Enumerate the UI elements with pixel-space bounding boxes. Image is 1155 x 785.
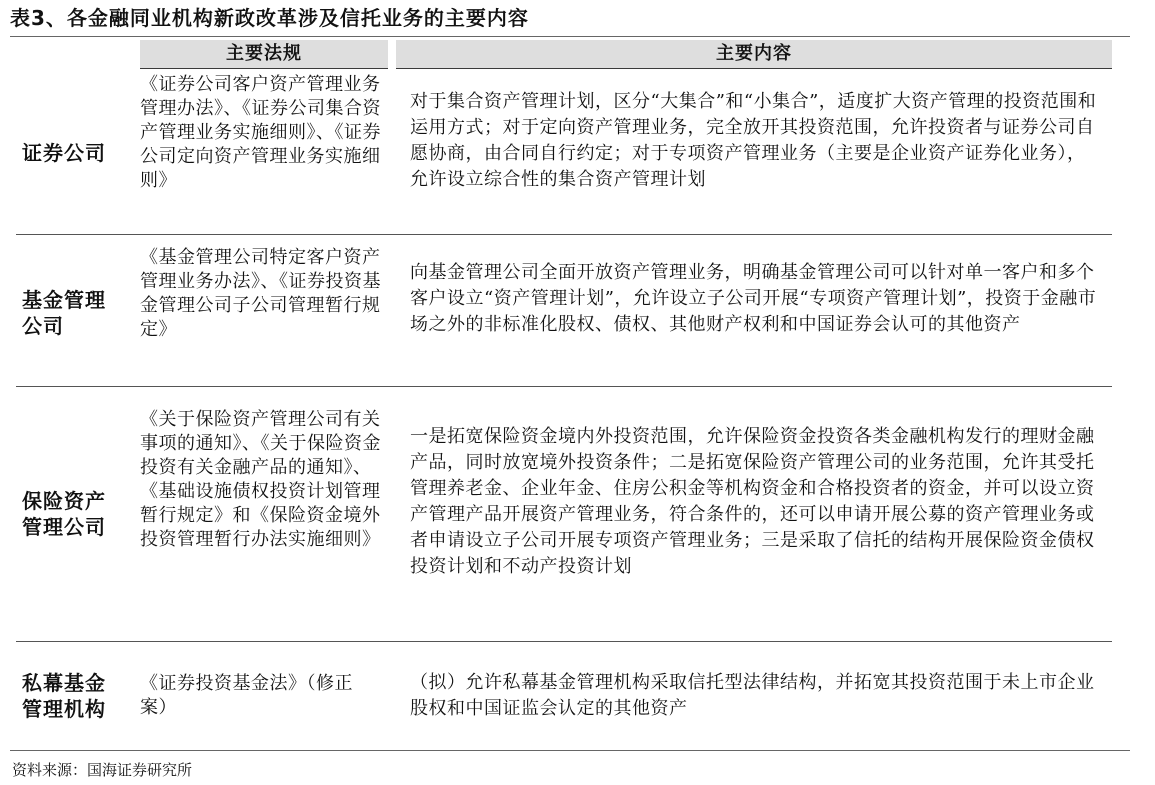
table-title: 表3、各金融同业机构新政改革涉及信托业务的主要内容 xyxy=(10,6,529,30)
source-note: 资料来源：国海证券研究所 xyxy=(12,761,193,779)
header-content-underline xyxy=(396,68,1112,69)
row-category-insurance: 保险资产管理公司 xyxy=(22,489,106,539)
row-divider xyxy=(16,234,1112,235)
row-category-private-fund: 私幕基金管理机构 xyxy=(22,671,106,721)
row-law-securities: 《证券公司客户资产管理业务管理办法》、《证券公司集合资产管理业务实施细则》、《证券公司定向资产管理业务实施细则》 xyxy=(140,74,381,191)
row-law-private-fund: 《证券投资基金法》（修正案） xyxy=(140,673,353,718)
row-divider xyxy=(16,641,1112,642)
title-divider xyxy=(10,36,1130,37)
row-law-fund: 《基金管理公司特定客户资产管理业务办法》、《证券投资基金管理公司子公司管理暂行规定》 xyxy=(140,247,381,340)
header-content: 主要内容 xyxy=(396,40,1112,68)
header-law-underline xyxy=(140,68,388,69)
row-content-fund: 向基金管理公司全面开放资产管理业务，明确基金管理公司可以针对单一客户和多个客户设立“资产管理计划”，允许设立子公司开展“专项资产管理计划”，投资于金融市场之外的非标准化股权、债权、其他财产权利和中国证券会认可的其他资产 xyxy=(410,262,1097,335)
table-bottom-divider xyxy=(10,750,1130,751)
row-category-fund: 基金管理公司 xyxy=(22,288,106,338)
row-divider xyxy=(16,386,1112,387)
row-category-securities: 证券公司 xyxy=(22,141,106,165)
row-content-insurance: 一是拓宽保险资金境内外投资范围，允许保险资金投资各类金融机构发行的理财金融产品，同时放宽境外投资条件；二是拓宽保险资产管理公司的业务范围，允许其受托管理养老金、企业年金、住房公积金等机构资金和合格投资者的资金，并可以设立资产管理产品开展资产管理业务，符合条件的，还可以申请开展公募的资产管理业务或者申请设立子公司开展专项资产管理业务；三是采取了信托的结构开展保险资金债权投资计划和不动产投资计划 xyxy=(410,426,1095,577)
row-content-private-fund: （拟）允许私幕基金管理机构采取信托型法律结构，并拓宽其投资范围于未上市企业股权和中国证监会认定的其他资产 xyxy=(410,672,1095,719)
header-law: 主要法规 xyxy=(140,40,388,68)
row-content-securities: 对于集合资产管理计划，区分“大集合”和“小集合”，适度扩大资产管理的投资范围和运用方式；对于定向资产管理业务，完全放开其投资范围，允许投资者与证券公司自愿协商，由合同自行约定；对于专项资产管理业务（主要是企业资产证券化业务），允许设立综合性的集合资产管理计划 xyxy=(410,91,1097,190)
row-law-insurance: 《关于保险资产管理公司有关事项的通知》、《关于保险资金投资有关金融产品的通知》、《基础设施债权投资计划管理暂行规定》和《保险资金境外投资管理暂行办法实施细则》 xyxy=(140,409,381,550)
